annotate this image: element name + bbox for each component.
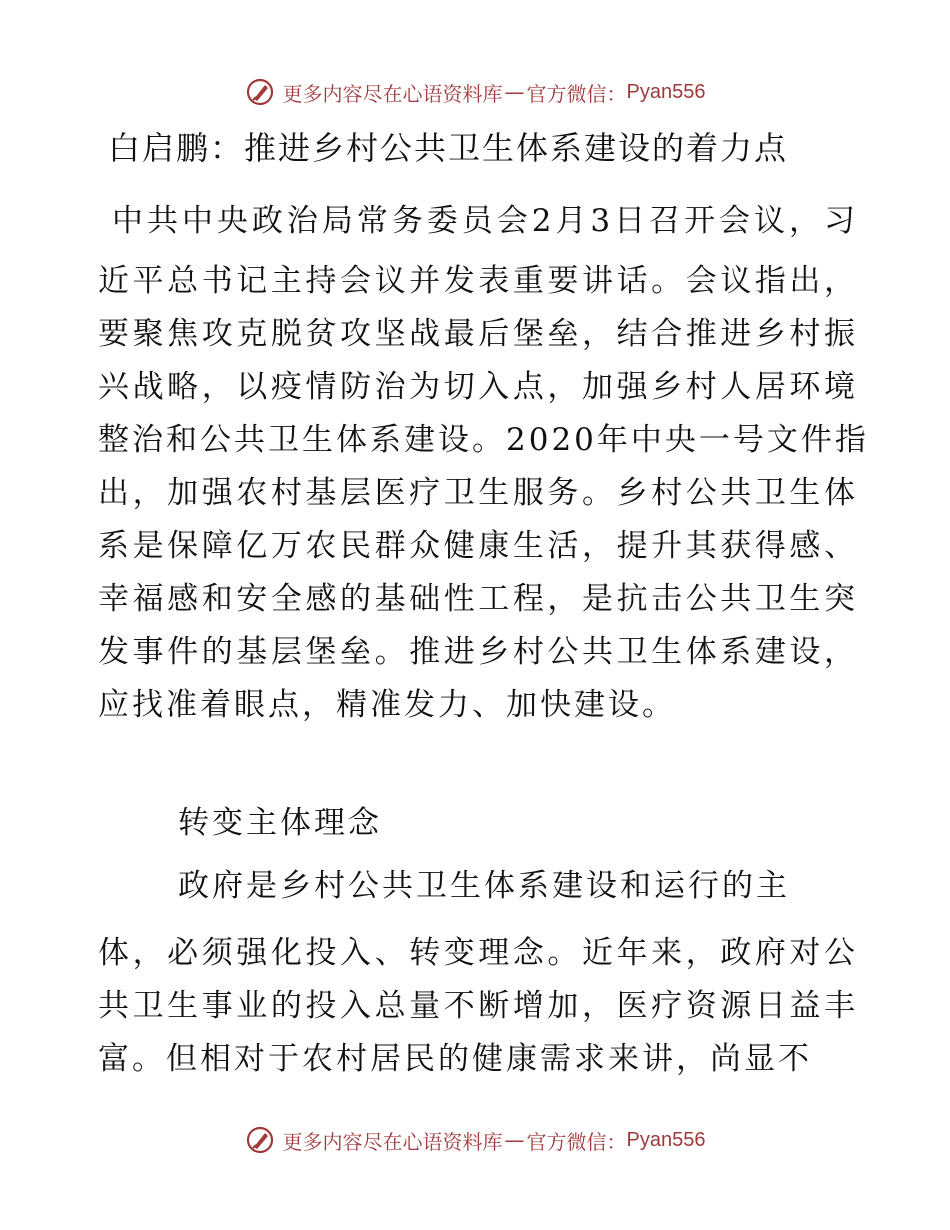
watermark-text: 更多内容尽在心语资料库 [282, 81, 503, 106]
section-heading: 转变主体理念 [178, 805, 382, 841]
quill-pen-icon [245, 1125, 275, 1155]
quill-pen-icon [245, 77, 275, 107]
text-line: 出，加强农村基层医疗卫生服务。乡村公共卫生体 [98, 475, 858, 511]
watermark-footer [0, 1120, 950, 1160]
text-line: 中共中央政治局常务委员会2月3日召开会议，习 [112, 203, 858, 239]
watermark-separator: — [504, 1128, 525, 1152]
text-line: 近平总书记主持会议并发表重要讲话。会议指出， [98, 263, 858, 299]
document-title: 白启鹏：推进乡村公共卫生体系建设的着力点 [108, 129, 789, 167]
watermark-wechat-id: Pyan556 [626, 1128, 706, 1151]
text-line: 共卫生事业的投入总量不断增加，医疗资源日益丰 [98, 988, 858, 1024]
watermark-wechat-label: 官方微信： [526, 1129, 627, 1154]
watermark-wechat-id: Pyan556 [626, 80, 706, 103]
watermark-wechat-label: 官方微信： [526, 81, 627, 106]
watermark-header [0, 72, 950, 112]
text-line: 应找准着眼点，精准发力、加快建设。 [98, 687, 676, 723]
text-line: 富。但相对于农村居民的健康需求来讲，尚显不 [98, 1041, 812, 1077]
text-line: 体，必须强化投入、转变理念。近年来，政府对公 [98, 935, 858, 971]
text-line: 幸福感和安全感的基础性工程，是抗击公共卫生突 [98, 581, 858, 617]
text-line: 系是保障亿万农民群众健康生活，提升其获得感、 [98, 528, 858, 564]
text-line: 政府是乡村公共卫生体系建设和运行的主 [178, 868, 790, 904]
text-line: 兴战略，以疫情防治为切入点，加强乡村人居环境 [98, 369, 858, 405]
text-line: 发事件的基层堡垒。推进乡村公共卫生体系建设， [98, 634, 858, 670]
watermark-text: 更多内容尽在心语资料库 [282, 1129, 503, 1154]
watermark-separator: — [504, 80, 525, 104]
text-line: 要聚焦攻克脱贫攻坚战最后堡垒，结合推进乡村振 [98, 316, 858, 352]
text-line: 整治和公共卫生体系建设。2020年中央一号文件指 [98, 422, 869, 458]
